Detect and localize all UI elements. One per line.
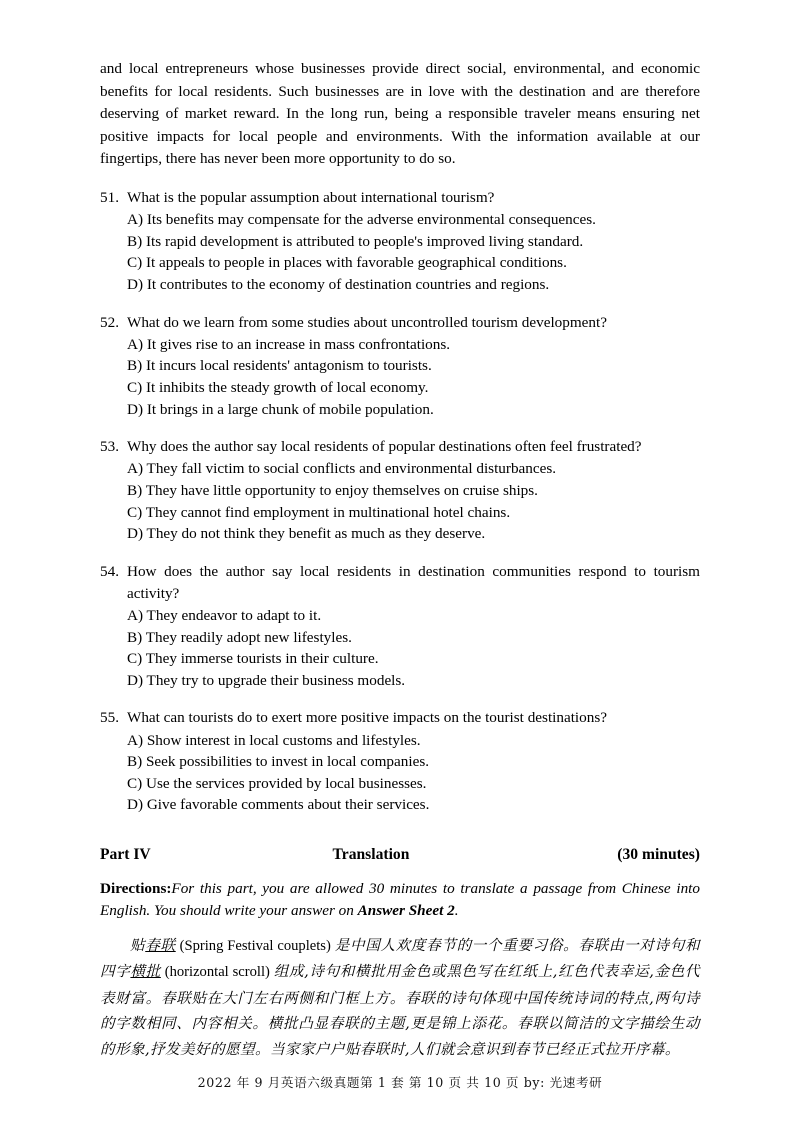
question-block-55 [100,707,700,816]
option-51-d[interactable]: D) It contributes to the economy of destination countries and regions. [127,275,550,293]
question-block-53 [100,436,700,545]
option-52-d[interactable]: D) It brings in a large chunk of mobile population. [127,400,434,418]
passage-segment-4: 是中国人欢度春节的一个重要习俗。春联由一对诗句和四字 [100,936,700,981]
passage-continuation: and local entrepreneurs whose businesses provide direct social, environmental, and economic benefits for local residents. Such businesses are in love with the destination and are therefore deserving of market reward. In the long run, being a responsible traveler means ensuring net positive impacts for local people and environments. With the information available at our fingertips, there has never been more opportunity to do so. [100,60,700,168]
underlined-term-chunlian: 春联 [145,936,176,954]
option-53-b[interactable]: B) They have little opportunity to enjoy themselves on cruise ships. [127,481,538,499]
option-54-d[interactable]: D) They try to upgrade their business models. [127,671,406,689]
question-text-51: What is the popular assumption about international tourism? [127,188,495,206]
passage-segment-1: 贴 [130,936,146,954]
option-52-a[interactable]: A) It gives rise to an increase in mass confrontations. [127,335,451,353]
option-54-a[interactable]: A) They endeavor to adapt to it. [127,607,322,625]
question-number-55: 55. [100,709,119,727]
directions-body-last: . [454,902,459,920]
question-text-55: What can tourists do to exert more positive impacts on the tourist destinations? [127,709,607,727]
underlined-term-hengpi: 横批 [130,963,161,981]
question-block-52 [100,312,700,421]
question-number-53: 53. [100,438,119,456]
question-number-51: 51. [100,188,119,206]
option-51-a[interactable]: A) Its benefits may compensate for the adverse environmental consequences. [127,211,596,229]
option-55-c[interactable]: C) Use the services provided by local businesses. [127,774,427,792]
part-title: Translation [332,846,410,864]
question-block-54 [100,561,700,692]
passage-segment-7: 组成,诗句和横批用金色或黑色写在红纸上,红色代表幸运,金色代表财富。春联贴在大门左右两侧和门框上方。春联的诗句体现中国传统诗词的特点,两句诗的字数相同、内容相关。横批凸显春联的主题,更是锦上添花。春联以简洁的文字描绘生动的形象,抒发美好的愿望。当家家户户贴春联时,人们就会意识到春节已经正式拉开序幕。 [100,963,700,1058]
option-55-d[interactable]: D) Give favorable comments about their services. [127,796,430,814]
option-53-a[interactable]: A) They fall victim to social conflicts and environmental disturbances. [127,460,557,478]
option-51-c[interactable]: C) It appeals to people in places with favorable geographical conditions. [127,254,567,272]
option-51-b[interactable]: B) Its rapid development is attributed to people's improved living standard. [127,232,584,250]
question-number-54: 54. [100,562,119,580]
question-stem-54 [100,561,700,605]
option-53-c[interactable]: C) They cannot find employment in multinational hotel chains. [127,503,511,521]
chinese-translation-passage [100,933,700,1062]
option-53-d[interactable]: D) They do not think they benefit as much as they deserve. [127,525,486,543]
answer-sheet-reference: Answer Sheet 2 [357,902,455,920]
question-block-51 [100,187,700,296]
gloss-spring-festival-couplets: (Spring Festival couplets) [175,937,335,954]
option-52-b[interactable]: B) It incurs local residents' antagonism to tourists. [127,357,432,375]
directions-body-first: For this part, you are allowed 30 minutes to translate a passage from Chinese into English. You should write your answer on [100,880,700,920]
option-54-c[interactable]: C) They immerse tourists in their culture. [127,650,379,668]
option-55-b[interactable]: B) Seek possibilities to invest in local companies. [127,753,430,771]
part-time-allotment: (30 minutes) [617,846,700,864]
gloss-horizontal-scroll: (horizontal scroll) [160,964,274,981]
question-text-54: How does the author say local residents in destination communities respond to tourism activity? [127,562,700,602]
part-four-header [100,846,700,864]
directions-label: Directions: [100,880,172,898]
option-55-a[interactable]: A) Show interest in local customs and lifestyles. [127,731,421,749]
question-text-52: What do we learn from some studies about uncontrolled tourism development? [127,313,607,331]
part-label: Part IV [100,846,151,864]
question-stem-55 [100,707,700,729]
page-footer: 2022 年 9 月英语六级真题第 1 套 第 10 页 共 10 页 by: 光速考研 [197,1075,603,1090]
directions-paragraph [100,878,700,923]
question-stem-53 [100,436,700,458]
option-54-b[interactable]: B) They readily adopt new lifestyles. [127,628,352,646]
question-text-53: Why does the author say local residents of popular destinations often feel frustrated? [127,438,642,456]
question-stem-51 [100,187,700,209]
question-number-52: 52. [100,313,119,331]
question-stem-52 [100,312,700,334]
option-52-c[interactable]: C) It inhibits the steady growth of local economy. [127,378,429,396]
